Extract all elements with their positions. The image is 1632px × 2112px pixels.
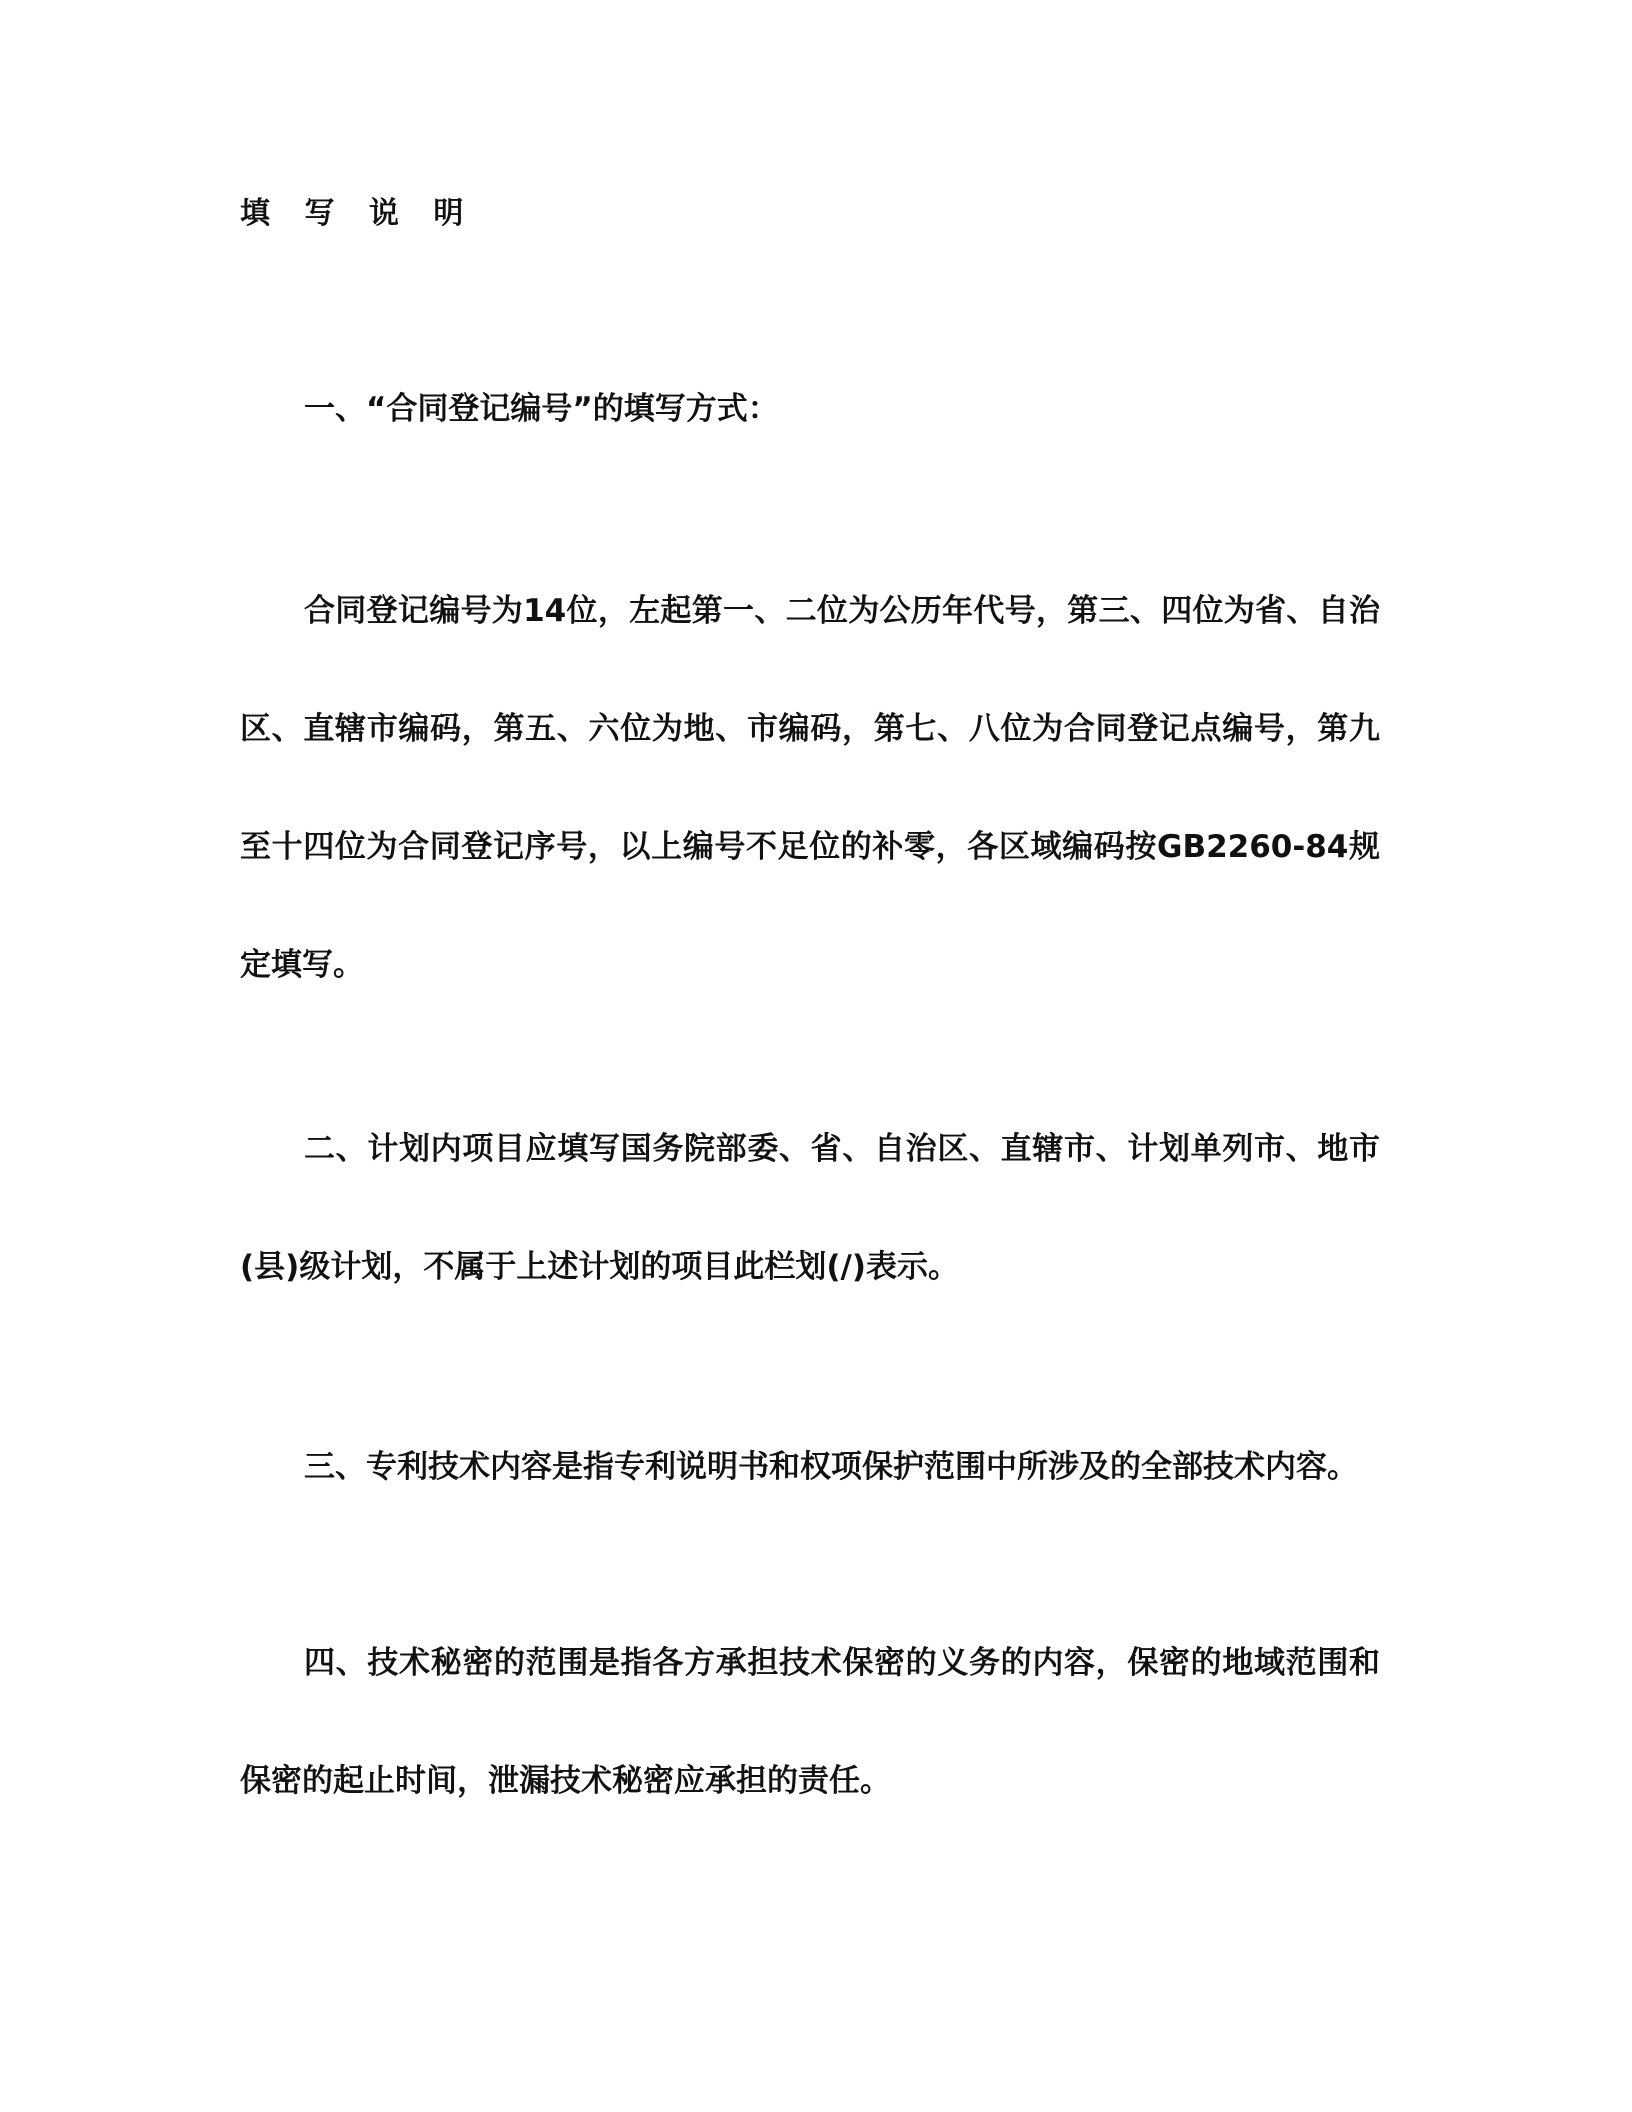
document-title: 填 写 说 明 [240,196,476,231]
section-3-paragraph: 三、专利技术内容是指专利说明书和权项保护范围中所涉及的全部技术内容。 [304,1449,1358,1485]
section-1-heading: 一、“合同登记编号”的填写方式： [304,391,779,427]
section-4-paragraph: 四、技术秘密的范围是指各方承担技术保密的义务的内容，保密的地域范围和保密的起止时间，泄漏技术秘密应承担的责任。 [240,1645,1380,1799]
section-2-paragraph: 二、计划内项目应填写国务院部委、省、自治区、直辖市、计划单列市、地市(县)级计划，不属于上述计划的项目此栏划(/)表示。 [240,1131,1380,1285]
section-1-body: 合同登记编号为14位，左起第一、二位为公历年代号，第三、四位为省、自治区、直辖市编码，第五、六位为地、市编码，第七、八位为合同登记点编号，第九至十四位为合同登记序号，以上编号不足位的补零，各区域编码按GB2260-84规定填写。 [240,593,1380,983]
